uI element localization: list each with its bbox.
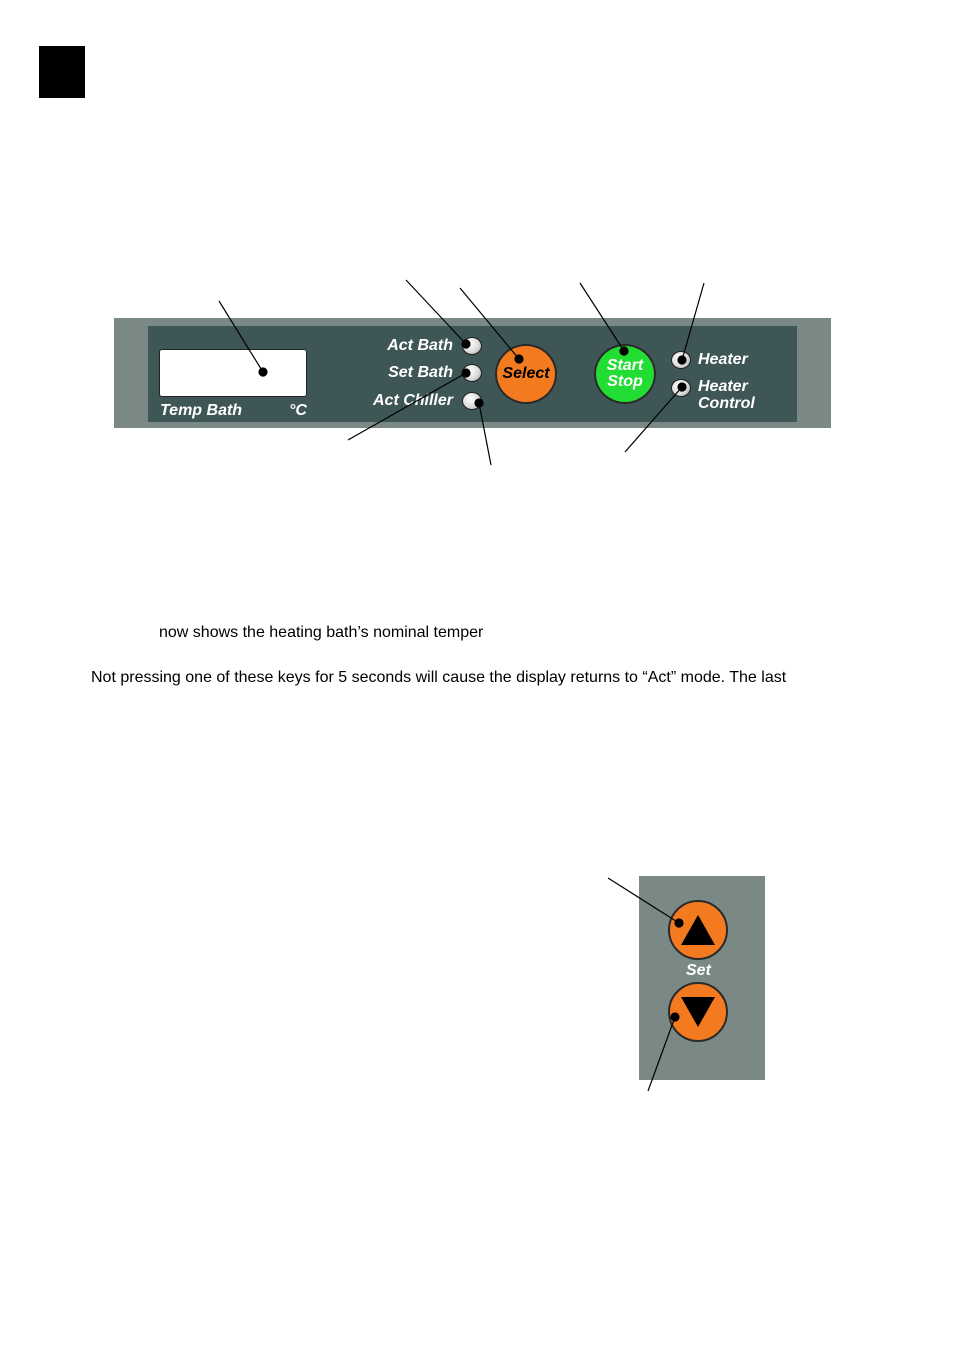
callout-dot-up <box>675 919 683 927</box>
callout-line-display <box>219 301 263 372</box>
led-label-act-chiller: Act Chiller <box>372 392 453 409</box>
callout-dot-heater <box>678 356 686 364</box>
led-label-act-bath: Act Bath <box>387 337 453 354</box>
body-text-line-1: now shows the heating bath’s nominal temper <box>159 624 484 641</box>
callout-dot-display <box>259 368 267 376</box>
heater-label: Heater <box>698 351 748 368</box>
start-label: Start <box>606 357 644 374</box>
body-text-line-2: Not pressing one of these keys for 5 seconds will cause the display returns to “Act” mode. The last <box>91 669 787 686</box>
heater-control-label-line-2: Control <box>698 395 755 412</box>
callout-line-heater-control <box>625 387 682 452</box>
callout-line-start-stop <box>580 283 624 351</box>
unit-label: °C <box>289 402 307 419</box>
callout-dot-down <box>671 1013 679 1021</box>
callout-dot-act-chiller <box>475 399 483 407</box>
callout-line-up <box>608 878 679 923</box>
callout-dot-start-stop <box>620 347 628 355</box>
callout-dot-set-bath <box>462 369 470 377</box>
callout-dot-heater-control <box>678 383 686 391</box>
led-label-set-bath: Set Bath <box>388 364 453 381</box>
callout-line-act-bath <box>406 280 466 344</box>
heater-control-label-line-1: Heater <box>698 378 748 395</box>
callout-line-down <box>648 1017 675 1091</box>
callout-line-select <box>460 288 519 359</box>
callout-line-heater <box>682 283 704 360</box>
select-button-label: Select <box>502 365 550 382</box>
callout-dot-select <box>515 355 523 363</box>
callout-dot-act-bath <box>462 340 470 348</box>
callout-line-set-bath <box>348 373 466 440</box>
display-label: Temp Bath <box>160 402 243 419</box>
set-label: Set <box>686 962 711 979</box>
callout-line-act-chiller <box>479 403 491 465</box>
stop-label: Stop <box>607 373 643 390</box>
